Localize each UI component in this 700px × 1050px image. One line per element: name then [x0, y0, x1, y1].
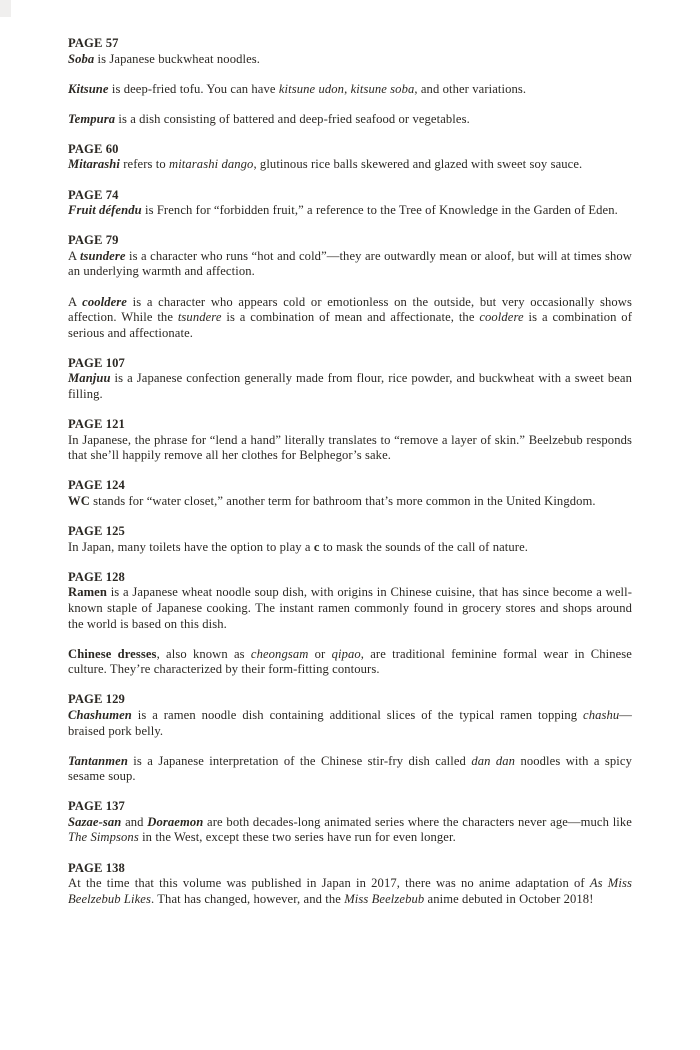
- text-segment: is Japanese buckwheat noodles.: [94, 51, 261, 66]
- text-segment: stands for “water closet,” another term for bathroom that’s more common in the United Kingdom.: [89, 493, 596, 508]
- note-paragraph: [68, 249, 632, 280]
- page-ref-header: PAGE 121: [68, 417, 125, 432]
- note-paragraph: [68, 82, 632, 98]
- note-paragraph: [68, 433, 632, 464]
- text-segment: dan dan: [471, 753, 516, 768]
- note-paragraph: [68, 708, 632, 739]
- text-segment: A: [68, 248, 80, 263]
- text-segment: cooldere: [479, 310, 524, 325]
- text-segment: qipao: [331, 646, 361, 661]
- note-paragraph: [68, 52, 632, 68]
- note-paragraph: [68, 540, 632, 556]
- text-segment: At the time that this volume was published in Japan in 2017, there was no anime adaptation of: [68, 876, 590, 891]
- text-segment: mitarashi dango: [169, 157, 254, 172]
- note-paragraph: [68, 494, 632, 510]
- text-segment: is a ramen noodle dish containing additional slices of the typical ramen topping: [131, 707, 584, 722]
- note-paragraph: [68, 295, 632, 342]
- note-block: [68, 417, 632, 464]
- page-ref-header: PAGE 137: [68, 799, 125, 814]
- text-segment: ,: [344, 81, 351, 96]
- note-block: [68, 36, 632, 67]
- text-segment: Fruit défendu: [68, 203, 142, 218]
- note-paragraph: [68, 876, 632, 907]
- note-block: [68, 82, 632, 98]
- page-ref-header: PAGE 60: [68, 141, 119, 156]
- text-segment: Doraemon: [147, 814, 204, 829]
- text-segment: Chinese dresses: [68, 646, 157, 661]
- text-segment: tsundere: [79, 248, 126, 263]
- text-segment: Miss Beelzebub: [344, 891, 425, 906]
- text-segment: Tempura: [68, 111, 116, 126]
- text-segment: kitsune soba: [350, 81, 415, 96]
- text-segment: cooldere: [82, 294, 127, 309]
- text-segment: is a Japanese interpretation of the Chinese stir-fry dish called: [127, 753, 472, 768]
- note-block: [68, 233, 632, 280]
- text-segment: , also known as: [156, 646, 251, 661]
- text-segment: Kitsune: [68, 81, 109, 96]
- text-segment: is a combination of serious and affectionate.: [68, 310, 632, 340]
- text-segment: in the West, except these two series have run for even longer.: [138, 830, 456, 845]
- page-ref-header: PAGE 129: [68, 692, 125, 707]
- note-paragraph: [68, 203, 632, 219]
- text-segment: Soba: [68, 51, 95, 66]
- note-block: [68, 295, 632, 342]
- scan-artifact: [0, 0, 11, 17]
- text-segment: In Japan, many toilets have the option to play a: [68, 539, 314, 554]
- text-segment: Sazae-san: [68, 814, 122, 829]
- page-ref-header: PAGE 79: [68, 233, 119, 248]
- text-segment: is a character who runs “hot and cold”—they are outwardly mean or aloof, but will at times show an underlying warmth and affection.: [68, 248, 632, 279]
- note-block: [68, 570, 632, 632]
- text-segment: c: [313, 539, 320, 554]
- page-ref-header: PAGE 107: [68, 355, 125, 370]
- text-segment: is a Japanese wheat noodle soup dish, with origins in Chinese cuisine, that has since become a well-known staple of Japanese cooking. The instant ramen commonly found in grocery stores and shops around the world is based on this dish.: [68, 585, 632, 631]
- text-segment: Ramen: [68, 585, 107, 600]
- note-block: [68, 692, 632, 739]
- page-content: [68, 36, 632, 907]
- page-ref-header: PAGE 124: [68, 478, 125, 493]
- page-ref-header: PAGE 138: [68, 860, 125, 875]
- text-segment: cheongsam: [250, 646, 309, 661]
- note-paragraph: [68, 815, 632, 846]
- text-segment: is a character who appears cold or emotionless on the outside, but very occasionally shows affection. While the: [68, 294, 632, 325]
- text-segment: Manjuu: [68, 371, 111, 386]
- text-segment: is French for “forbidden fruit,” a reference to the Tree of Knowledge in the Garden of Eden.: [141, 203, 618, 218]
- note-block: [68, 524, 632, 555]
- note-block: [68, 647, 632, 678]
- text-segment: In Japanese, the phrase for “lend a hand” literally translates to “remove a layer of skin.” Beelzebub responds that she’ll happily remove all her clothes for Belphegor’s sake.: [68, 432, 632, 463]
- note-paragraph: [68, 112, 632, 128]
- text-segment: Tantanmen: [68, 753, 128, 768]
- text-segment: , glutinous rice balls skewered and glazed with sweet soy sauce.: [253, 157, 583, 172]
- note-paragraph: [68, 647, 632, 678]
- note-block: [68, 478, 632, 509]
- note-paragraph: [68, 585, 632, 632]
- note-paragraph: [68, 157, 632, 173]
- text-segment: is a dish consisting of battered and deep-fried seafood or vegetables.: [115, 111, 470, 126]
- note-paragraph: [68, 371, 632, 402]
- text-segment: or: [308, 646, 332, 661]
- text-segment: refers to: [120, 157, 170, 172]
- note-block: [68, 861, 632, 908]
- text-segment: is a Japanese confection generally made from flour, rice powder, and buckwheat with a sweet bean filling.: [68, 371, 632, 401]
- note-paragraph: [68, 754, 632, 785]
- text-segment: WC: [68, 493, 90, 508]
- note-block: [68, 112, 632, 128]
- text-segment: is deep-fried tofu. You can have: [108, 81, 279, 96]
- text-segment: and: [121, 814, 148, 829]
- page-ref-header: PAGE 125: [68, 524, 125, 539]
- text-segment: tsundere: [177, 310, 222, 325]
- text-segment: A: [68, 294, 83, 309]
- text-segment: , are traditional feminine formal wear in Chinese culture. They’re characterized by their form-fitting contours.: [68, 646, 632, 677]
- note-block: [68, 754, 632, 785]
- page-ref-header: PAGE 57: [68, 36, 119, 50]
- text-segment: Mitarashi: [68, 157, 120, 172]
- text-segment: to mask the sounds of the call of nature.: [319, 539, 529, 554]
- note-block: [68, 799, 632, 846]
- note-block: [68, 142, 632, 173]
- text-segment: noodles with a spicy sesame soup.: [68, 753, 632, 784]
- text-segment: anime debuted in October 2018!: [424, 891, 594, 906]
- text-segment: chashu: [583, 707, 620, 722]
- note-block: [68, 188, 632, 219]
- text-segment: are both decades-long animated series where the characters never age—much like: [203, 814, 632, 829]
- text-segment: is a combination of mean and affectionate, the: [221, 310, 480, 325]
- text-segment: —braised pork belly.: [68, 707, 632, 738]
- text-segment: , and other variations.: [414, 81, 527, 96]
- text-segment: The Simpsons: [68, 830, 139, 845]
- page-ref-header: PAGE 128: [68, 569, 125, 584]
- page-ref-header: PAGE 74: [68, 187, 119, 202]
- text-segment: Chashumen: [68, 707, 132, 722]
- text-segment: As Miss Beelzebub Likes: [68, 876, 633, 906]
- note-block: [68, 356, 632, 403]
- text-segment: kitsune udon: [278, 81, 345, 96]
- text-segment: . That has changed, however, and the: [150, 891, 345, 906]
